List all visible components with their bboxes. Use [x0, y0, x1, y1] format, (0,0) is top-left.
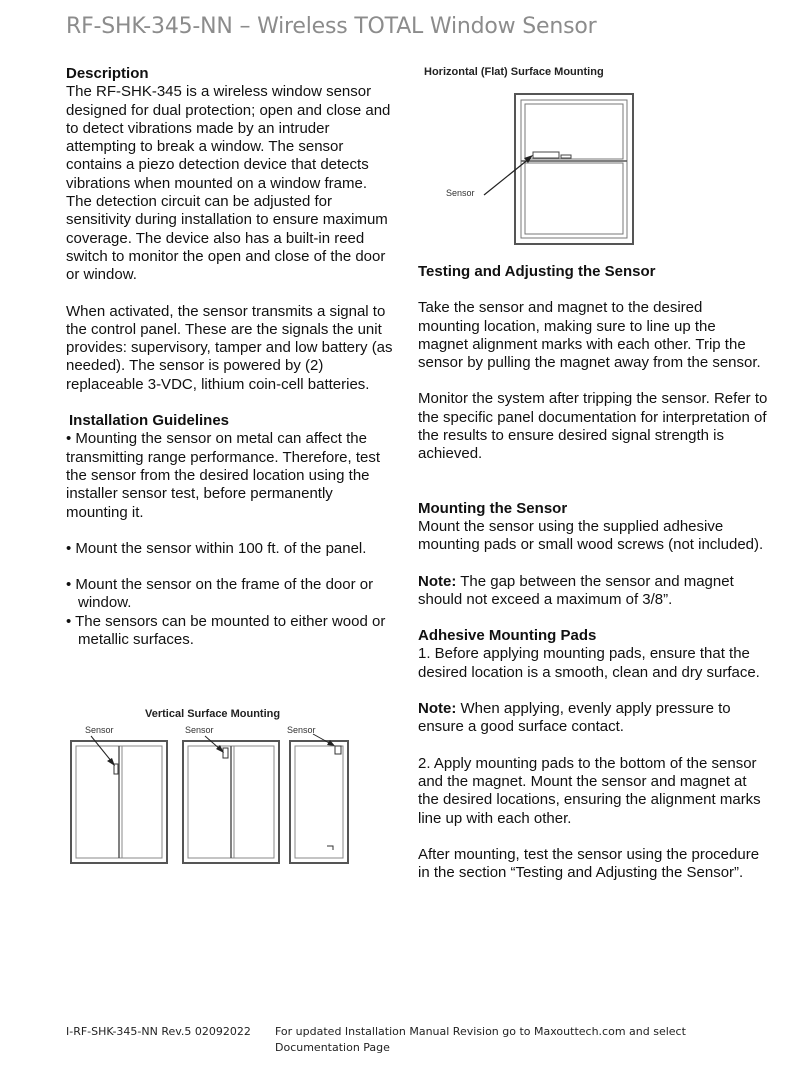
adhesive-heading: Adhesive Mounting Pads: [418, 627, 597, 645]
testing-paragraph-1: Take the sensor and magnet to the desired mounting location, making sure to line up the magnet alignment marks with each other. Trip the sensor by pulling the magnet away from the sensor.: [418, 299, 761, 372]
installation-bullet-4: • The sensors can be mounted to either wood or metallic surfaces.: [66, 612, 386, 649]
adhesive-step-1: 1. Before applying mounting pads, ensure that the desired location is a smooth, clean and dry surface.: [418, 645, 760, 681]
horizontal-sensor-label: Sensor: [446, 188, 475, 198]
sensor-shape: [335, 746, 341, 754]
window-illustration: [420, 62, 660, 247]
description-paragraph-2: When activated, the sensor transmits a signal to the control panel. These are the signals the unit provides: supervisory, tamper and low battery (as needed). The sensor is powered by (2) replaceable 3-VDC, lithium coin-cell batteries.: [66, 302, 393, 393]
adhesive-note-text: When applying, evenly apply pressure to ensure a good surface contact.: [418, 700, 731, 736]
left-column: [66, 65, 396, 649]
description-paragraph-1: The RF-SHK-345 is a wireless window sensor designed for dual protection; open and close and to detect vibrations made by an intruder attempting to break a window. The sensor contains a piezo detection device that detects vibrations when mounted on a window frame. The detection circuit can be adjusted for sensitivity during installation to ensure maximum coverage. The device also has a built-in reed switch to monitor the open and close of the door or window.: [66, 83, 391, 284]
testing-heading: Testing and Adjusting the Sensor: [418, 263, 656, 280]
right-column: [418, 263, 768, 882]
mounting-note: [418, 573, 768, 610]
footer-note: For updated Installation Manual Revision go to Maxouttech.com and select Documentation Page: [275, 1025, 686, 1054]
mounting-note-label: Note:: [418, 572, 457, 590]
installation-bullet-2: • Mount the sensor within 100 ft. of the panel.: [66, 539, 367, 557]
document-title: RF-SHK-345-NN – Wireless TOTAL Window Sensor: [66, 14, 597, 39]
mounting-note-text: The gap between the sensor and magnet should not exceed a maximum of 3/8”.: [418, 572, 734, 608]
adhesive-step-2: 2. Apply mounting pads to the bottom of the sensor and the magnet. Mount the sensor and magnet at the desired locations, ensuring the alignment marks line up with each other.: [418, 754, 761, 827]
description-heading: Description: [66, 65, 149, 82]
horizontal-figure-title: Horizontal (Flat) Surface Mounting: [424, 66, 604, 78]
vertical-sensor-label-2: Sensor: [185, 725, 214, 735]
magnet-shape: [561, 155, 571, 158]
adhesive-note-label: Note:: [418, 700, 457, 718]
adhesive-after: After mounting, test the sensor using the procedure in the section “Testing and Adjusting the Sensor”.: [418, 845, 760, 882]
vertical-sensor-label-3: Sensor: [287, 725, 316, 735]
horizontal-mounting-figure: [420, 62, 660, 247]
mounting-heading: Mounting the Sensor: [418, 499, 568, 517]
sensor-shape: [533, 152, 559, 158]
installation-bullet-3: • Mount the sensor on the frame of the door or window.: [66, 576, 374, 612]
vertical-figure-title: Vertical Surface Mounting: [145, 708, 281, 720]
footer-revision: I-RF-SHK-345-NN Rev.5 02092022: [66, 1025, 251, 1038]
installation-heading: Installation Guidelines: [69, 412, 230, 430]
testing-paragraph-2: Monitor the system after tripping the sensor. Refer to the specific panel documentation for interpretation of the results to ensure desired signal strength is achieved.: [418, 390, 768, 463]
vertical-sensor-label-1: Sensor: [85, 725, 114, 735]
adhesive-note: [418, 700, 768, 737]
sensor-shape: [223, 748, 228, 758]
vertical-mounting-figure: [65, 706, 363, 868]
mounting-text: Mount the sensor using the supplied adhesive mounting pads or small wood screws (not included).: [418, 517, 764, 554]
installation-bullet-1: • Mounting the sensor on metal can affect the transmitting range performance. Therefore, test the sensor from the desired location using the installer sensor test, before permanently mounting it.: [66, 430, 381, 521]
